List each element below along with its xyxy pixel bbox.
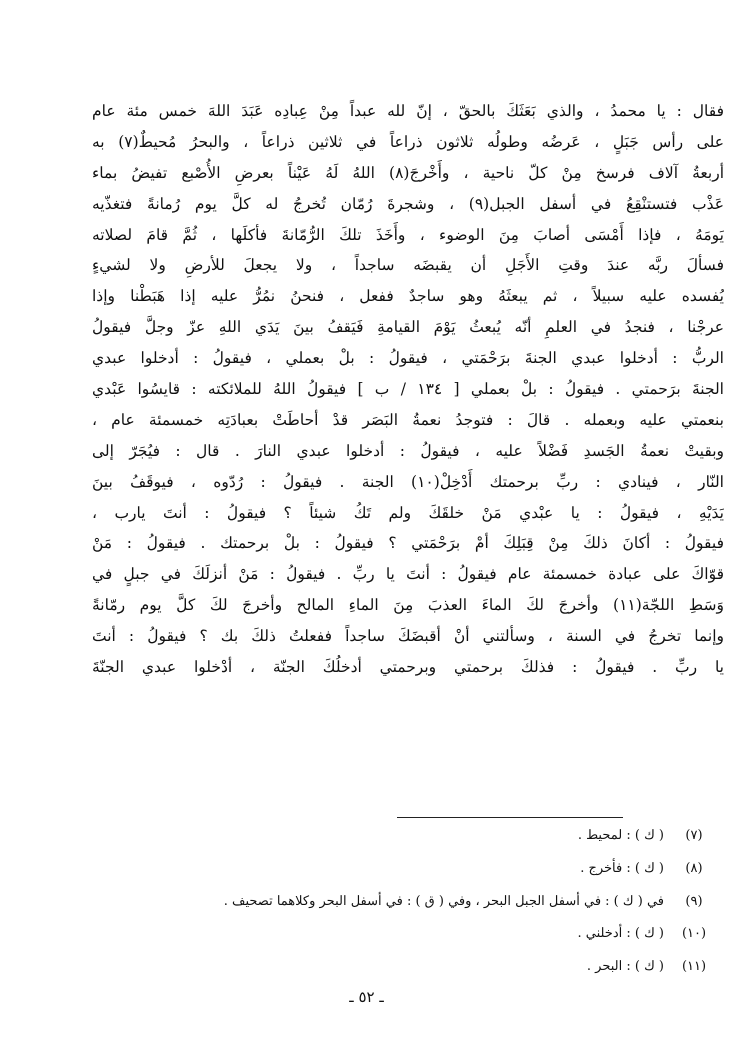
text-line: يُفسده عليه سبيلاً ، ثم يبعثَهُ وهو ساجدٌ ففعل ، فنحنُ نمُرُّ عليه إذا هَبَطْنا وإذا [92, 287, 724, 306]
footnote-text: ( ك ) : البحر . [586, 959, 664, 975]
text-line: عرجْنا ، فنجدُ في العلمِ أنّه يُبعثُ يَوْمَ القيامةِ فَيَقفُ بينَ يَدَي اللهِ عزّ وجلَّ فيقولُ [92, 318, 724, 337]
text-line: يَومَهُ ، فإذا أَمْسَى أصابَ مِنَ الوضوء ، وأَخَذَ تلكَ الرُّمّانةَ فأكلَها ، ثُمَّ قامَ لصلاته [92, 225, 724, 244]
footnote-item [92, 853, 724, 886]
footnote-text: ( ك ) : أدخلني . [577, 926, 664, 942]
page-number: ـ ٥٢ ـ [349, 988, 384, 1006]
footnote-item [92, 886, 724, 919]
footnote-number: (٨) [685, 860, 703, 876]
footnote-item [92, 820, 724, 853]
footnote-item [92, 951, 724, 984]
footnote-number: (١١) [681, 959, 707, 975]
footnote-item [92, 918, 724, 951]
text-line: قوّاكَ على عبادة خمسمئة عام فيقولُ : أنتَ يا ربِّ . فيقولُ : مَنْ أنزلَكَ في جبلٍ في [92, 565, 724, 584]
text-line: على رأس جَبَلٍ ، عَرضُه وطولُه ثلاثون ذراعاً في ثلاثين ذراعاً ، والبحرُ مُحيطٌ(٧) به [92, 132, 724, 151]
text-line: وإنما تخرجُ في السنة ، وسألتني أنْ أقبضَكَ ساجداً ففعلتُ ذلكَ بك ؟ فيقولُ : أنتَ [92, 627, 724, 646]
footnotes [92, 820, 724, 984]
text-line: فقال : يا محمدُ ، والذي بَعَثَكَ بالحقّ ، إنّ لله عبداً مِنْ عِبادِه عَبَدَ اللهَ خمس مئة عام [92, 102, 724, 120]
text-line: أربعةُ آلاف فرسخ مِنْ كلّ ناحية ، وأَخْرجَ(٨) اللهُ لَهُ عَيْناً بعرضِ الأُصْبع تفيضُ بماء [92, 163, 724, 182]
text-line: وَسَطِ اللجّة(١١) وأخرجَ لكَ الماءَ العذبَ مِنَ الماءِ المالح وأخرجَ لكَ كلَّ يوم رمّانةً [92, 596, 724, 615]
text-line: وبقيتْ نعمةُ الجَسدِ فَضْلاً عليه ، فيقولُ : أدخلوا عبدي النارَ . قال : فيُجَرّ إلى [92, 441, 724, 460]
footnote-text: ( ك ) : لمحيط . [577, 828, 664, 843]
footnote-text: في ( ك ) : في أسفل الجبل البحر ، وفي ( ق ) : في أسفل البحر وكلاهما تصحيف . [223, 893, 664, 909]
footnote-number: (٧) [685, 828, 703, 843]
text-line: الربُّ : أدخلوا عبدي الجنةَ برَحْمَتي ، فيقولُ : بلْ بعملي ، فيقولُ : أدخلوا عبدي [92, 349, 724, 368]
main-text [92, 96, 724, 683]
text-line: يَدَيْهِ ، فيقولُ : يا عبْدي مَنْ خلقَكَ ولم تَكُ شيئاً ؟ فيقولُ : أنتَ يارب ، [92, 503, 724, 522]
text-line: يا ربِّ . فيقولُ : فذلكَ برحمتي وبرحمتي أدخلُكَ الجنّة ، أدْخلوا عبدي الجنّةَ [92, 658, 724, 677]
footnote-number: (٩) [685, 893, 703, 909]
footnote-divider [397, 817, 623, 818]
text-line: فيقولُ : أكانَ ذلكَ مِنْ قِبَلِكَ أمْ برَحْمَتي ؟ فيقولُ : بلْ برحمتك . فيقولُ : مَنْ [92, 534, 724, 553]
text-line: بنعمتي عليه وبعمله . قالَ : فتوجدُ نعمةُ البَصَر قدْ أحاطَتْ بعبادَتِه خمسمئة عام ، [92, 410, 724, 429]
footnote-text: ( ك ) : فأخرج . [580, 860, 664, 876]
footnote-number: (١٠) [681, 926, 707, 942]
text-line: عَذْب فتستنْقِعُ في أسفل الجبل(٩) ، وشجرةَ رُمّان تُخرجُ له كلَّ يوم رُمانةً فتغذّيه [92, 194, 724, 213]
text-line: النّار ، فينادي : ربِّ برحمتك أَدْخِلْ(١٠) الجنة . فيقولُ : رُدّوه ، فيوقَفُ بينَ [92, 472, 724, 491]
text-line: فسألَ ربَّه عندَ وقتِ الأَجَلِ أن يقبضَه ساجداً ، ولا يجعلَ للأرضِ ولا لشيءٍ [92, 256, 724, 275]
text-line: الجنةَ برَحمتي . فيقولُ : بلْ بعملي [ ١٣٤ / ب ] فيقولُ اللهُ للملائكته : قايسُوا عَبْدي [92, 380, 724, 399]
